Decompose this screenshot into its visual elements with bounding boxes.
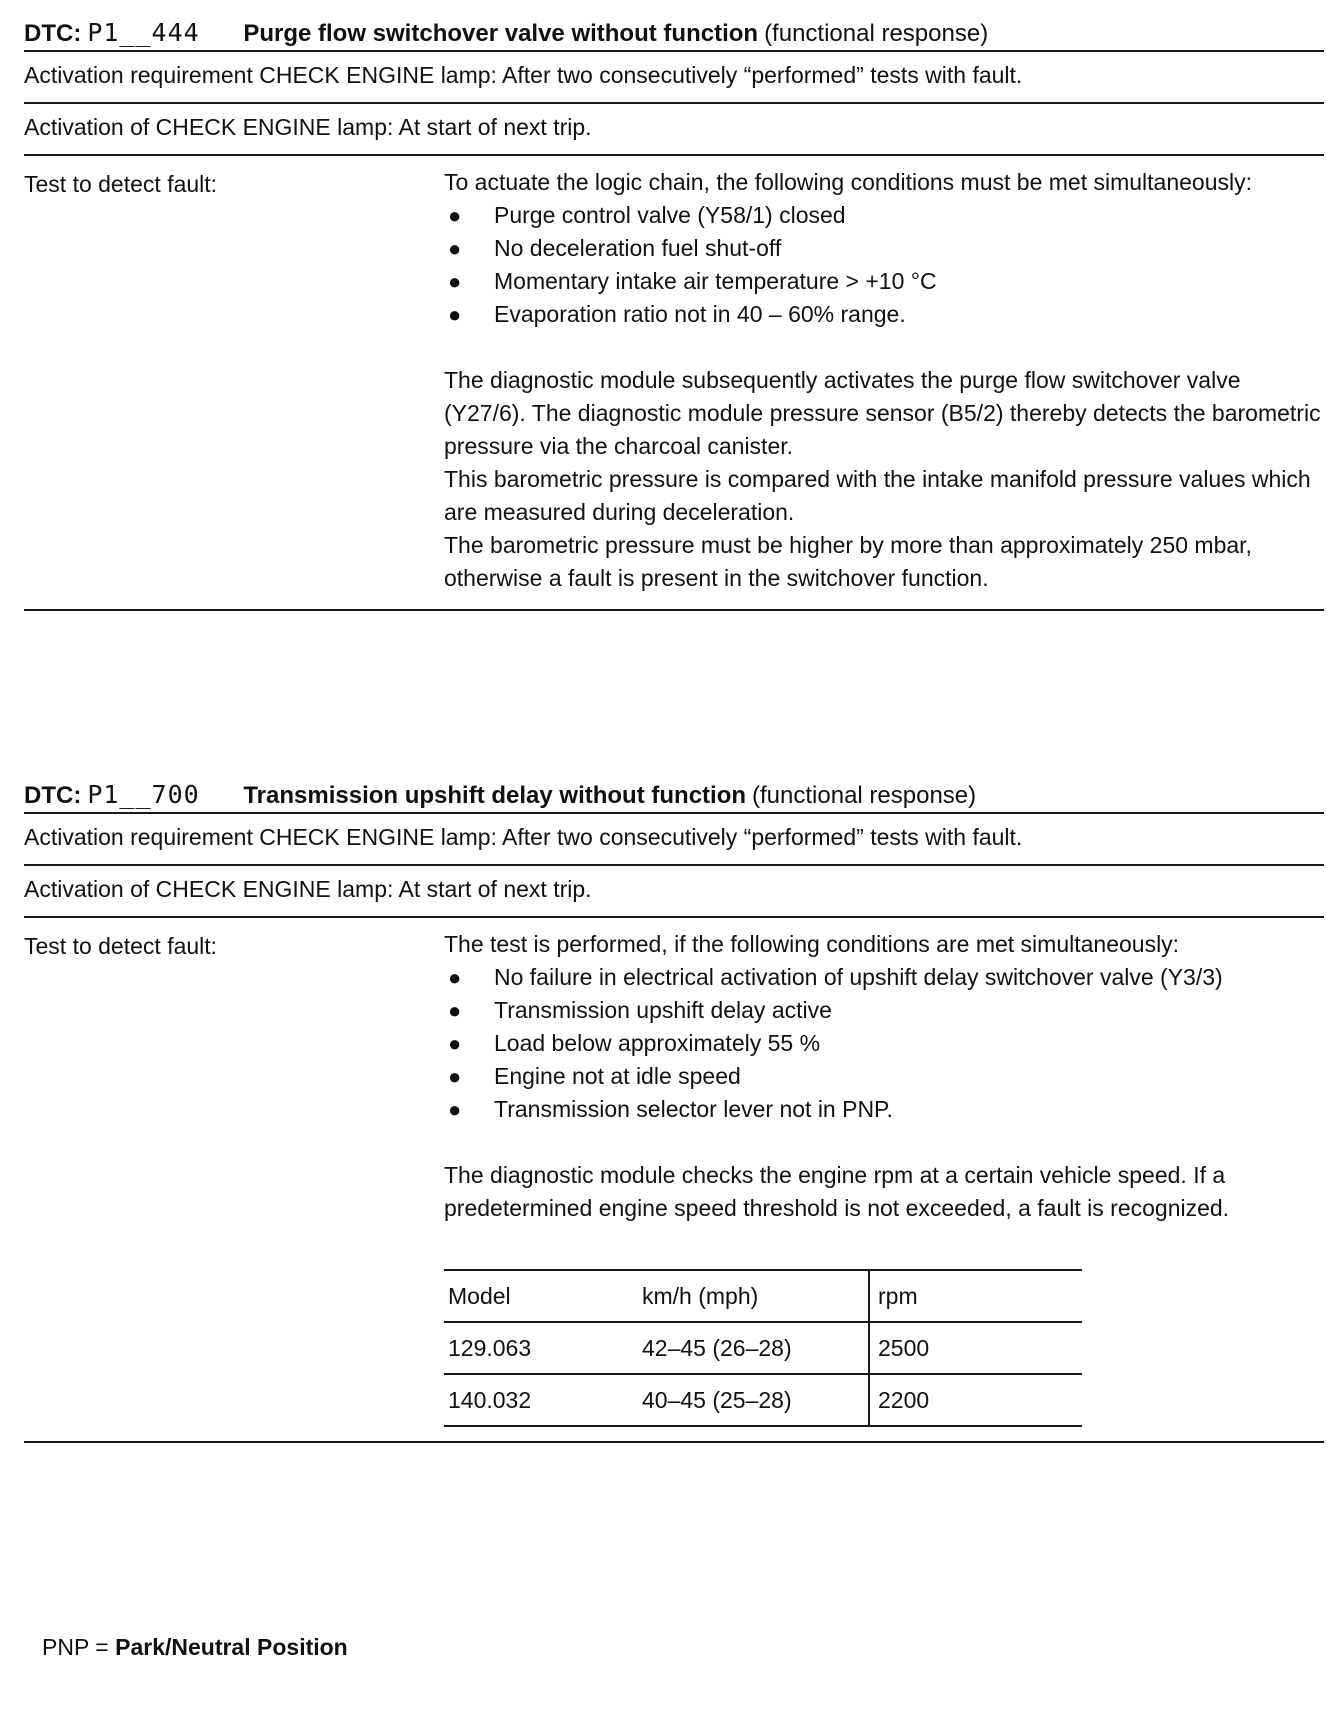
rpm-threshold-table [444,1269,1082,1427]
dtc-section-p1-444 [24,16,1324,611]
footnote [42,1634,348,1661]
condition-text: Evaporation ratio not in 40 – 60% range. [494,301,906,327]
table-cell: 2200 [869,1374,1082,1426]
test-body [444,928,1324,1427]
footnote-equals: = [95,1634,109,1660]
dtc-code: P1__444 [87,18,200,47]
bullet-icon: ● [448,302,462,327]
dtc-section-p1-700 [24,778,1324,1443]
bullet-icon: ● [448,203,462,228]
test-label: Test to detect fault: [24,171,218,197]
condition-list [444,199,1324,331]
bullet-icon: ● [448,998,462,1023]
condition-text: No deceleration fuel shut-off [494,235,782,261]
bullet-icon: ● [448,965,462,990]
table-header-cell: Model [444,1270,638,1322]
bullet-icon: ● [448,269,462,294]
dtc-label: DTC: [24,20,82,47]
bullet-icon: ● [448,236,462,261]
description-paragraph: The barometric pressure must be higher by more than approximately 250 mbar, otherwise a fault is present in the switchover function. [444,532,1252,591]
condition-item [444,1093,1324,1126]
activation-of-lamp: Activation of CHECK ENGINE lamp: At start of next trip. [24,104,1324,156]
description-paragraph: This barometric pressure is compared with the intake manifold pressure values which are measured during deceleration. [444,466,1311,525]
table-cell: 140.032 [444,1374,638,1426]
condition-text: Transmission upshift delay active [494,997,832,1023]
test-block [24,156,1324,611]
description-paragraph: The diagnostic module subsequently activates the purge flow switchover valve (Y27/6). The diagnostic module pressure sensor (B5/2) thereby detects the barometric pressure via the charcoal canister. [444,367,1321,459]
dtc-qualifier: (functional response) [764,20,989,47]
condition-text: Load below approximately 55 % [494,1030,821,1056]
condition-text: No failure in electrical activation of upshift delay switchover valve (Y3/3) [494,964,1223,990]
condition-text: Momentary intake air temperature > +10 °C [494,268,937,294]
condition-text: Purge control valve (Y58/1) closed [494,202,846,228]
condition-text: Transmission selector lever not in PNP. [494,1096,893,1122]
condition-list [444,961,1324,1126]
footnote-term: Park/Neutral Position [115,1634,348,1660]
description-paragraph: The diagnostic module checks the engine rpm at a certain vehicle speed. If a predetermined engine speed threshold is not exceeded, a fault is recognized. [444,1162,1230,1221]
dtc-label: DTC: [24,782,82,809]
condition-item [444,265,1324,298]
dtc-title: Transmission upshift delay without function [243,782,747,809]
dtc-header [24,16,1324,52]
table-row [444,1374,1082,1426]
condition-item [444,961,1324,994]
dtc-code: P1__700 [87,780,200,809]
activation-requirement: Activation requirement CHECK ENGINE lamp: After two consecutively “performed” tests with fault. [24,814,1324,866]
table-header-cell: rpm [869,1270,1082,1322]
dtc-title: Purge flow switchover valve without function [243,20,759,47]
dtc-header [24,778,1324,814]
bullet-icon: ● [448,1064,462,1089]
condition-item [444,232,1324,265]
table-cell: 42–45 (26–28) [638,1322,869,1374]
condition-item [444,298,1324,331]
bullet-icon: ● [448,1097,462,1122]
table-header-cell: km/h (mph) [638,1270,869,1322]
test-label: Test to detect fault: [24,933,218,959]
condition-item [444,994,1324,1027]
condition-item [444,1027,1324,1060]
table-header-row [444,1270,1082,1322]
activation-requirement: Activation requirement CHECK ENGINE lamp: After two consecutively “performed” tests with fault. [24,52,1324,104]
test-block [24,918,1324,1443]
test-intro: To actuate the logic chain, the following conditions must be met simultaneously: [444,169,1252,195]
dtc-qualifier: (functional response) [752,782,977,809]
footnote-abbr: PNP [42,1634,89,1660]
activation-of-lamp: Activation of CHECK ENGINE lamp: At start of next trip. [24,866,1324,918]
table-cell: 40–45 (25–28) [638,1374,869,1426]
table-cell: 2500 [869,1322,1082,1374]
condition-item [444,1060,1324,1093]
condition-text: Engine not at idle speed [494,1063,741,1089]
test-body [444,166,1324,595]
test-intro: The test is performed, if the following conditions are met simultaneously: [444,931,1180,957]
table-cell: 129.063 [444,1322,638,1374]
table-row [444,1322,1082,1374]
bullet-icon: ● [448,1031,462,1056]
condition-item [444,199,1324,232]
